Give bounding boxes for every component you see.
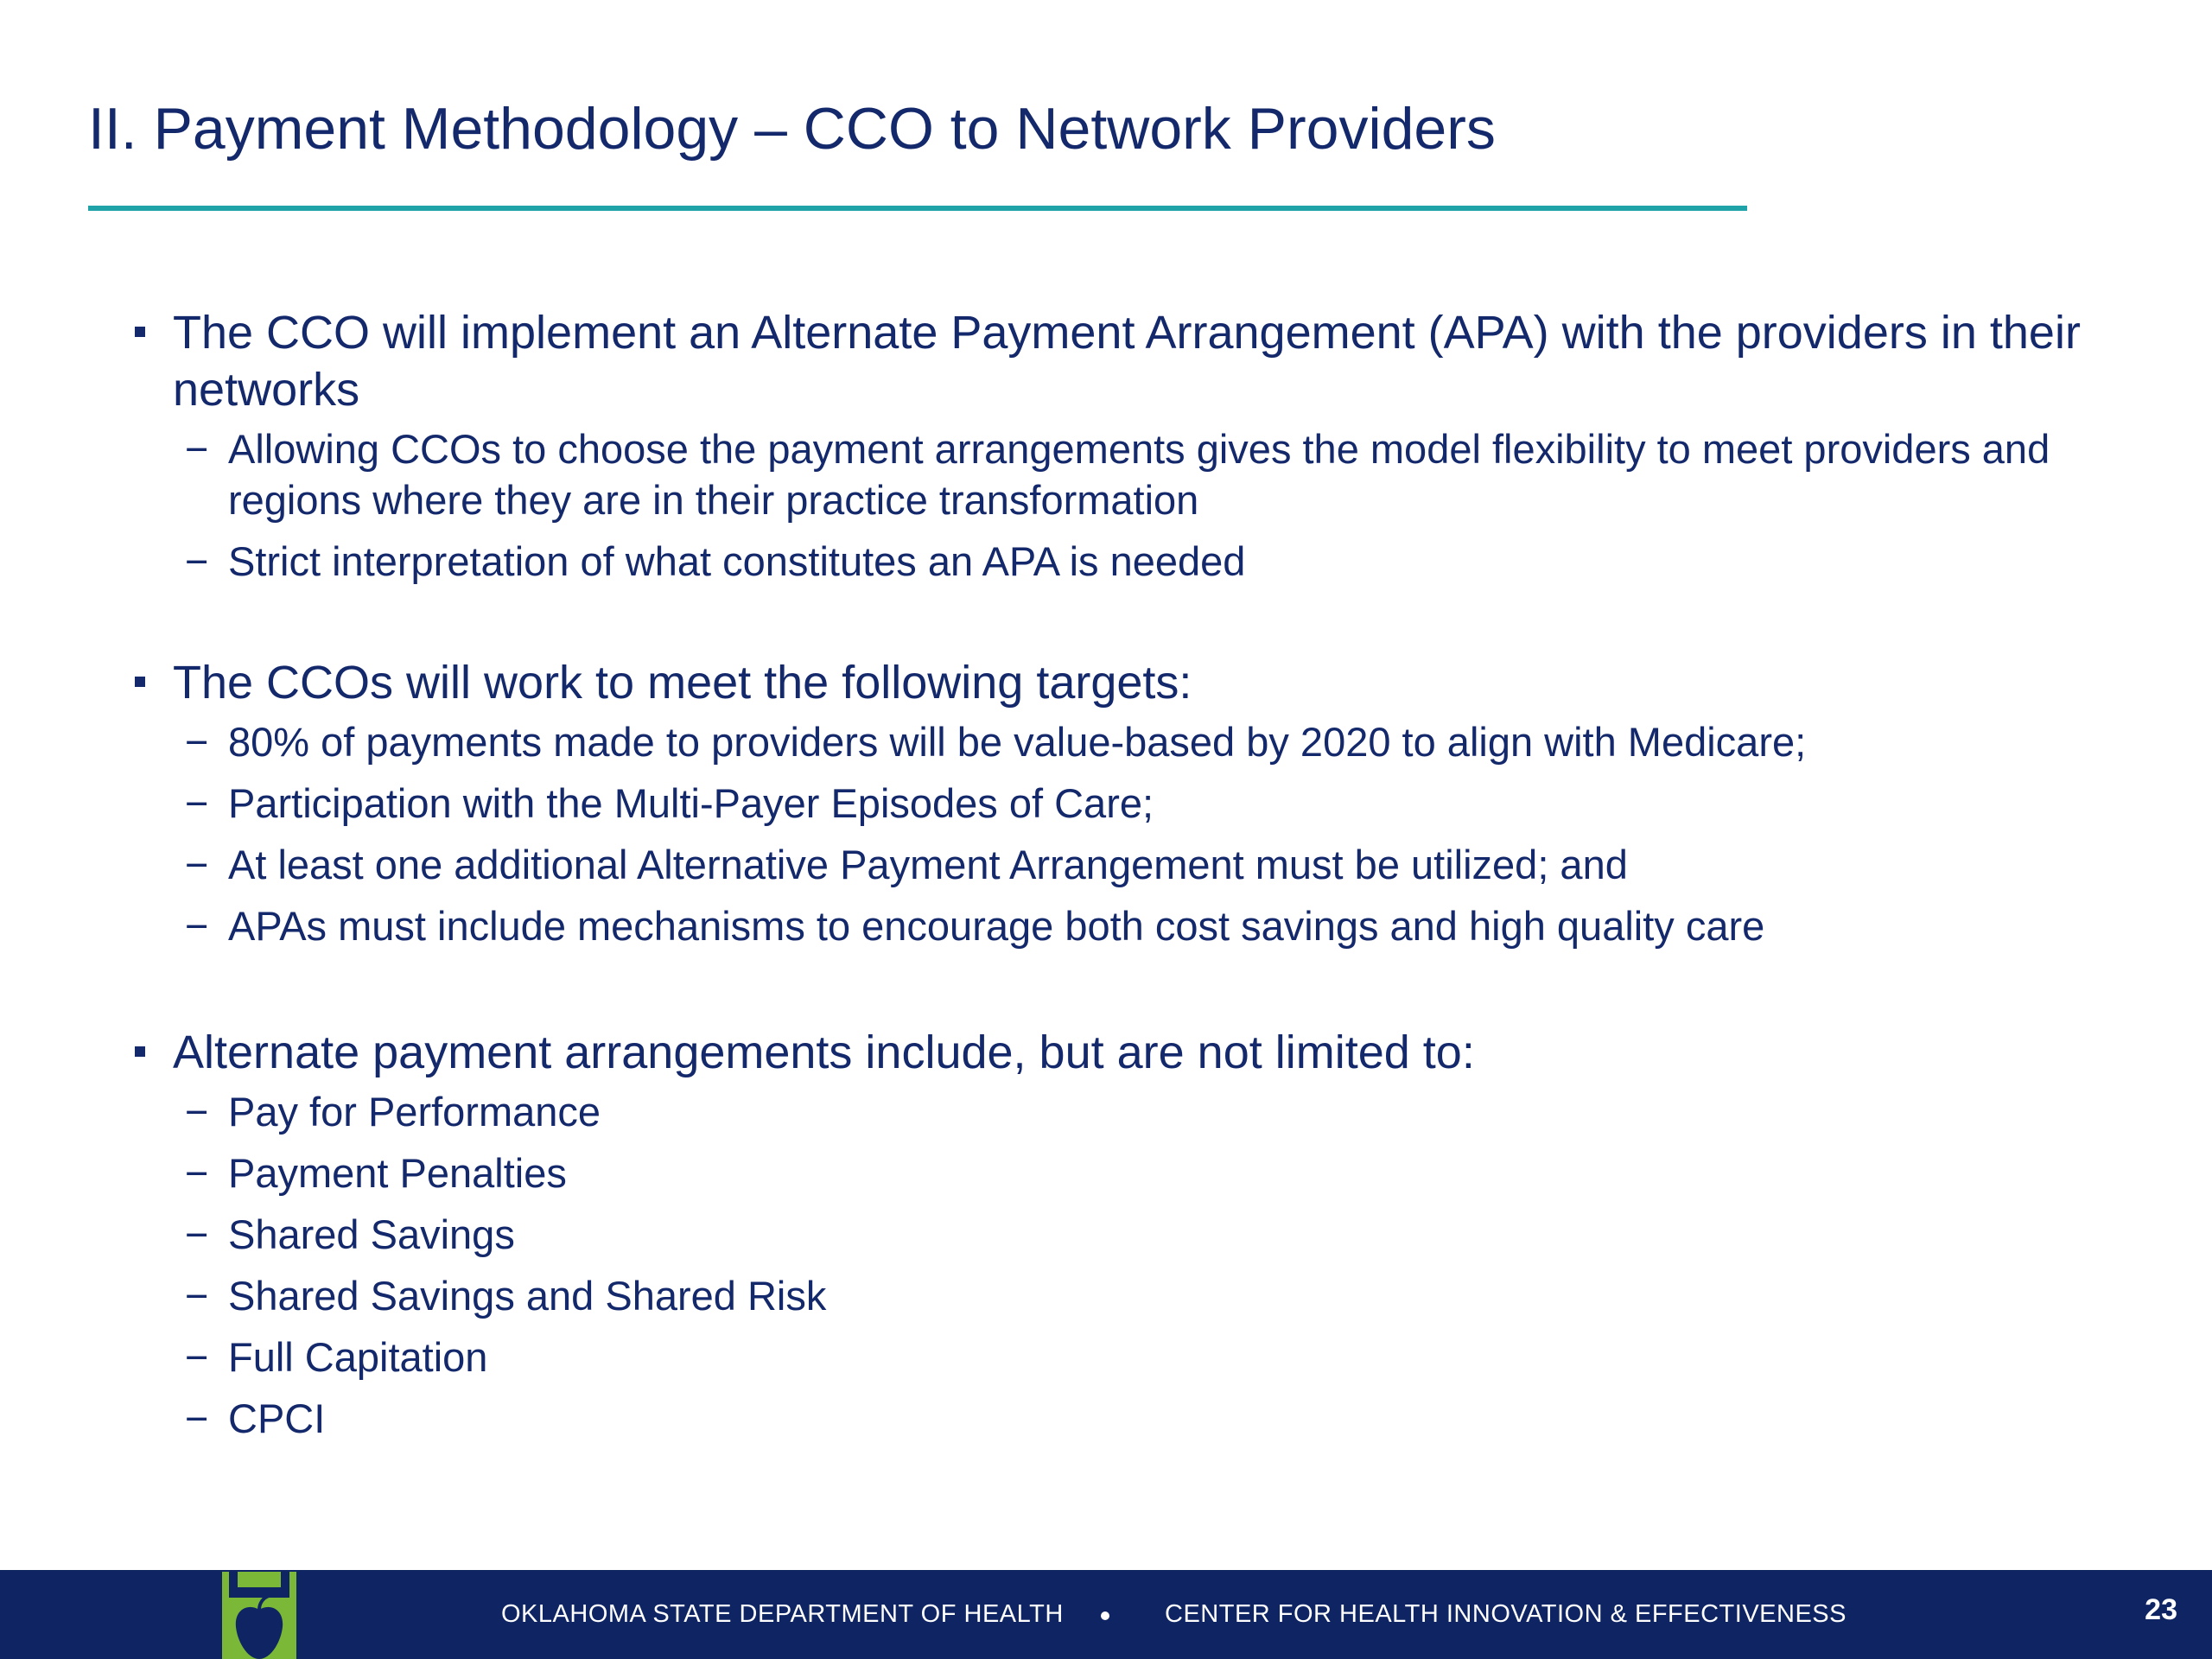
page-number: 23 [2145, 1593, 2177, 1626]
bullet-group [130, 1024, 2117, 1444]
dash-marker: − [185, 1395, 209, 1441]
square-bullet-icon [135, 327, 145, 337]
sub-item [130, 778, 2117, 829]
sub-item [130, 1393, 2117, 1444]
sub-text: Allowing CCOs to choose the payment arrangements gives the model flexibility to meet providers and regions where they are in their practice transformation [228, 426, 2050, 523]
dash-marker: − [185, 719, 209, 765]
sub-text: Strict interpretation of what constitutes an APA is needed [228, 538, 1246, 584]
footer-center-text: CENTER FOR HEALTH INNOVATION & EFFECTIVENESS [1165, 1600, 1847, 1628]
sub-item [130, 1086, 2117, 1137]
dash-marker: − [185, 780, 209, 826]
bullet-item [130, 654, 2117, 711]
slide-content [130, 304, 2117, 1511]
sub-text: At least one additional Alternative Payment Arrangement must be utilized; and [228, 842, 1628, 887]
sub-text: 80% of payments made to providers will be value-based by 2020 to align with Medicare; [228, 719, 1807, 765]
sub-item [130, 900, 2117, 951]
bullet-group [130, 304, 2117, 587]
sub-item [130, 1270, 2117, 1321]
square-bullet-icon [135, 1046, 145, 1057]
dot-separator-icon [1101, 1611, 1109, 1620]
sub-text: Pay for Performance [228, 1089, 601, 1135]
bullet-text: The CCOs will work to meet the following targets: [173, 657, 1192, 709]
sub-text: Shared Savings [228, 1211, 515, 1257]
oklahoma-state-apple-logo-icon [222, 1572, 296, 1659]
dash-marker: − [185, 538, 209, 584]
dash-marker: − [185, 1211, 209, 1257]
sub-list [130, 423, 2117, 587]
dash-marker: − [185, 1150, 209, 1196]
sub-item [130, 839, 2117, 890]
dash-marker: − [185, 1273, 209, 1319]
sub-text: Full Capitation [228, 1334, 488, 1380]
sub-text: Participation with the Multi-Payer Episodes of Care; [228, 780, 1154, 826]
bullet-text: The CCO will implement an Alternate Payment Arrangement (APA) with the providers in their networks [173, 307, 2081, 416]
sub-item [130, 423, 2117, 525]
square-bullet-icon [135, 677, 145, 687]
bullet-item [130, 1024, 2117, 1081]
dash-marker: − [185, 426, 209, 472]
sub-text: Shared Savings and Shared Risk [228, 1273, 827, 1319]
sub-item [130, 1147, 2117, 1198]
sub-text: CPCI [228, 1395, 326, 1441]
footer-organization-text: OKLAHOMA STATE DEPARTMENT OF HEALTH [501, 1600, 1064, 1628]
slide-title: II. Payment Methodology – CCO to Network Providers [88, 96, 1496, 162]
sub-text: APAs must include mechanisms to encourage both cost savings and high quality care [228, 903, 1765, 949]
dash-marker: − [185, 1089, 209, 1135]
bullet-item [130, 304, 2117, 418]
sub-item [130, 1332, 2117, 1382]
sub-item [130, 536, 2117, 587]
dash-marker: − [185, 1334, 209, 1380]
sub-item [130, 716, 2117, 767]
bullet-text: Alternate payment arrangements include, but are not limited to: [173, 1027, 1475, 1078]
dash-marker: − [185, 903, 209, 949]
dash-marker: − [185, 842, 209, 887]
sub-text: Payment Penalties [228, 1150, 567, 1196]
sub-item [130, 1209, 2117, 1260]
sub-list [130, 716, 2117, 951]
bullet-group [130, 654, 2117, 951]
title-underline [88, 206, 1747, 211]
sub-list [130, 1086, 2117, 1444]
